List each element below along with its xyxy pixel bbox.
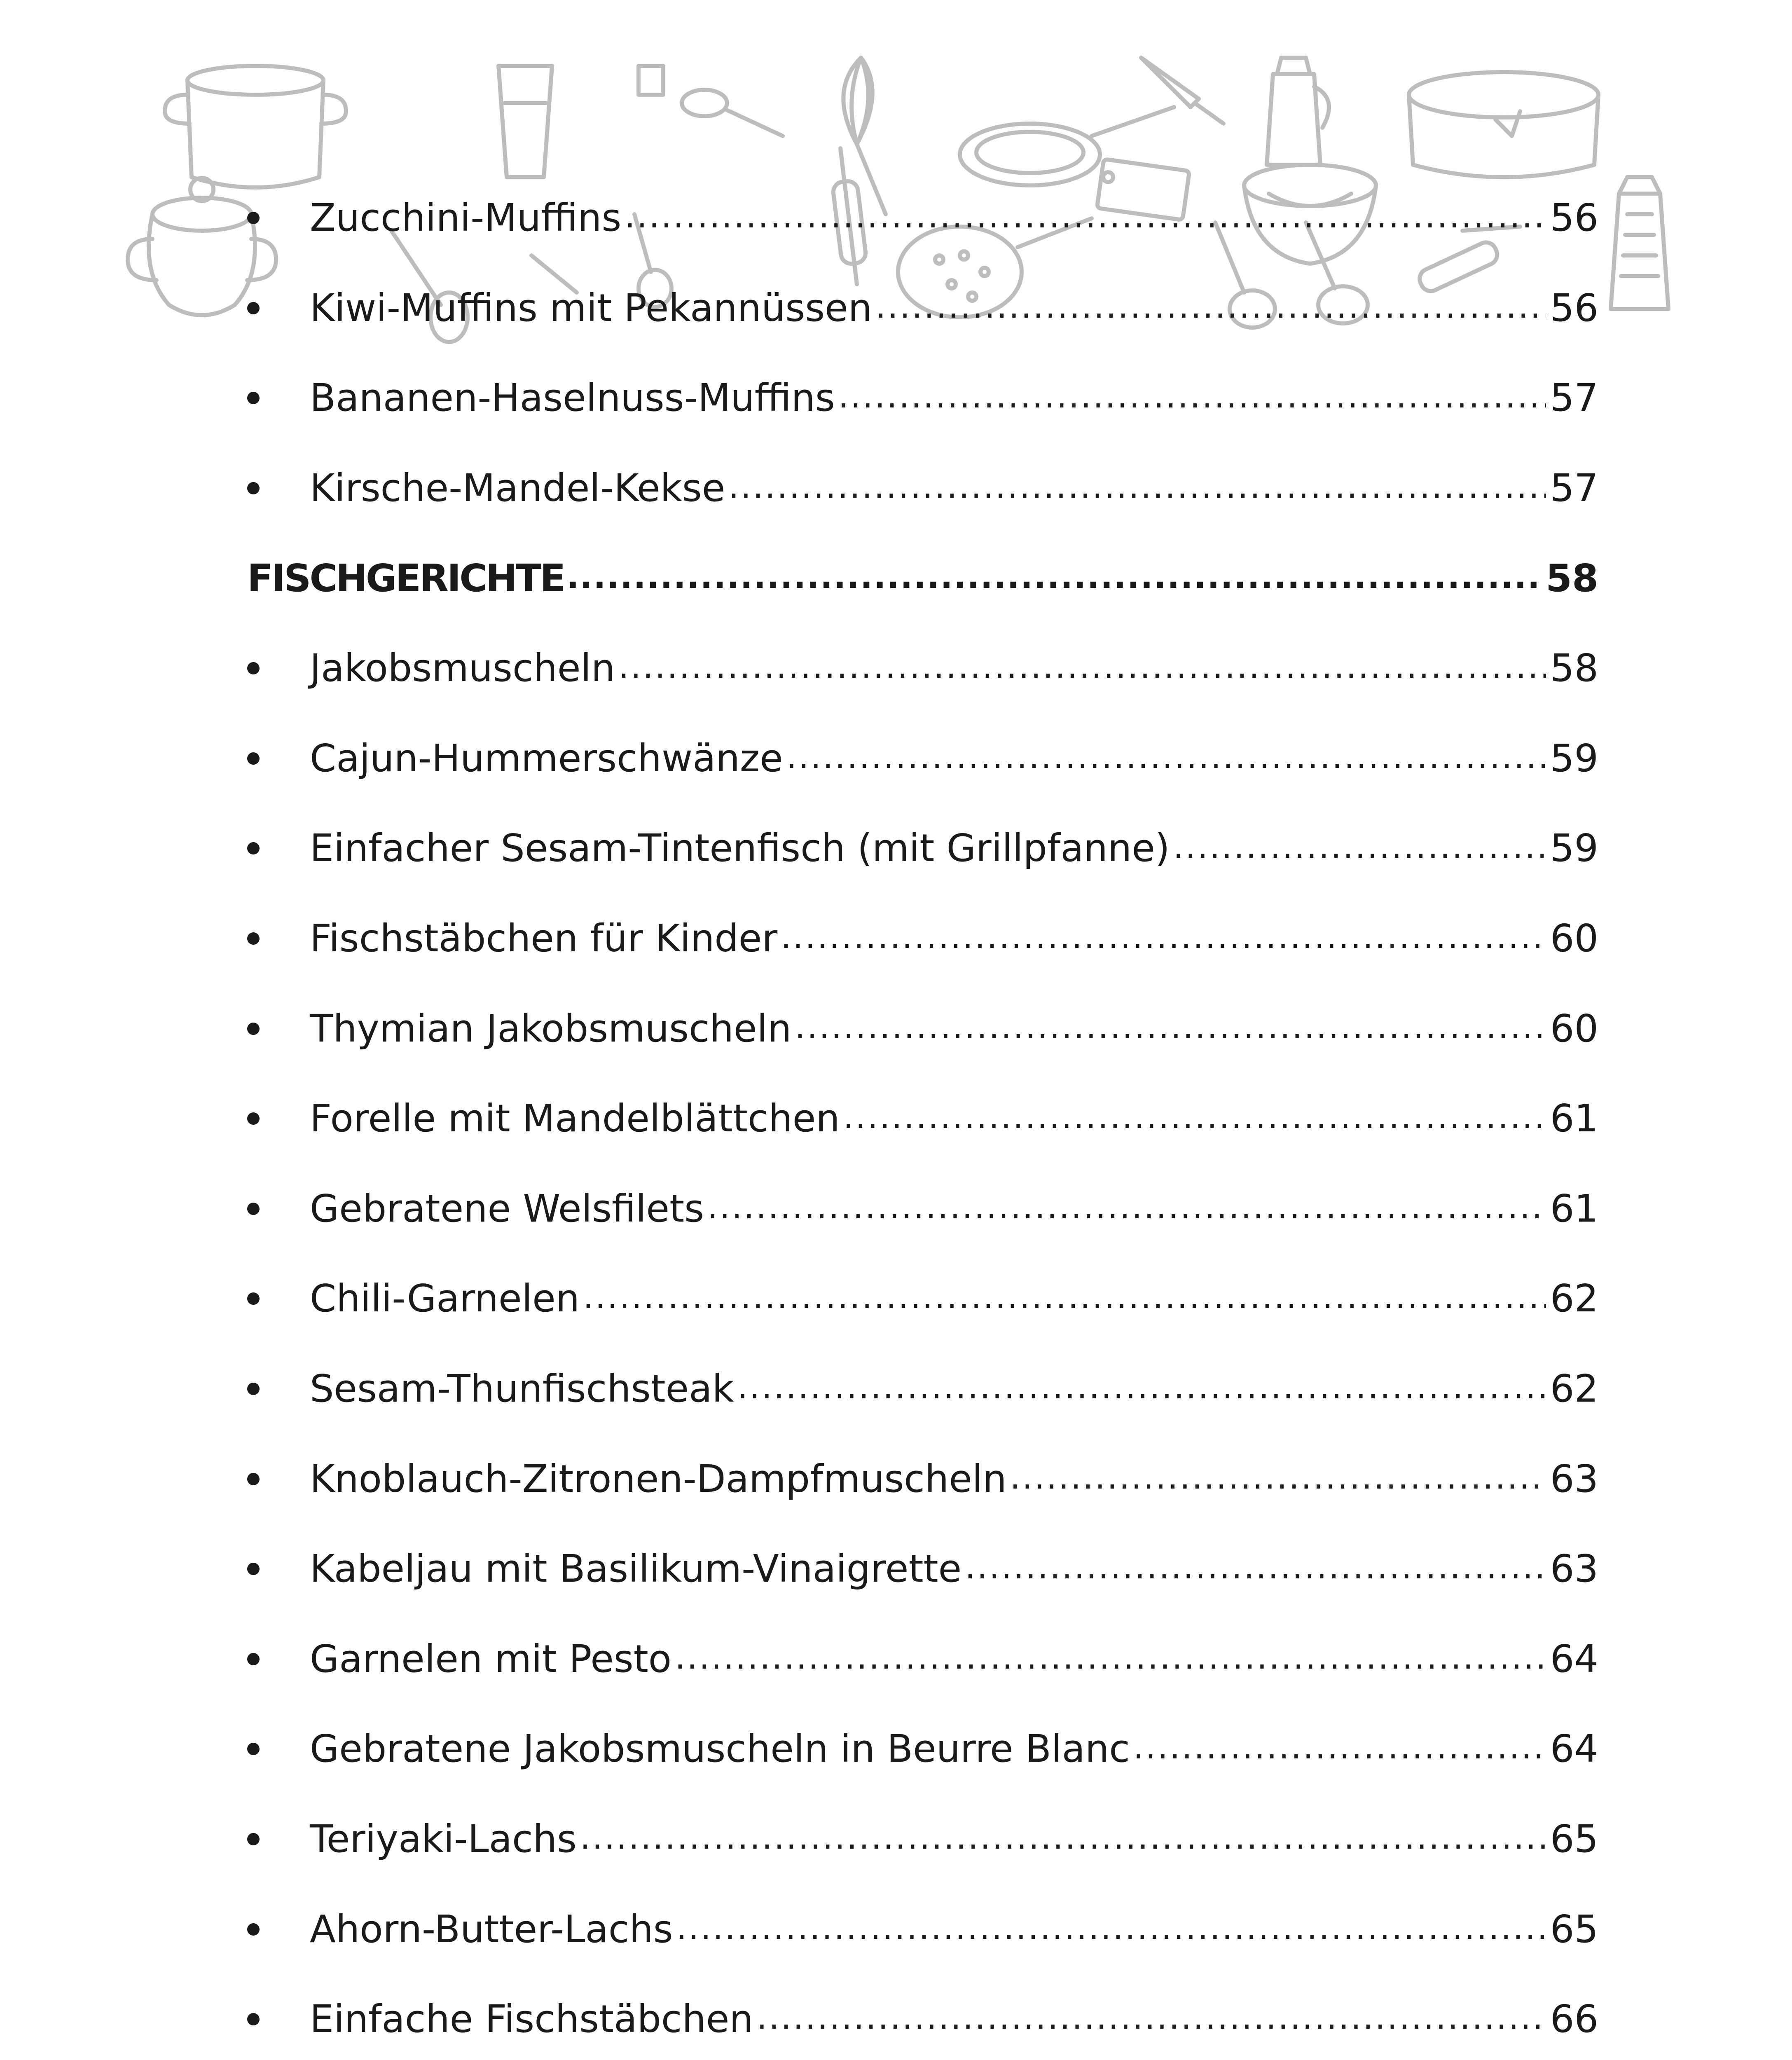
grater-icon [1611, 177, 1668, 309]
toc-page-number: 62 [1546, 1370, 1598, 1408]
toc-entry[interactable] [247, 1974, 1598, 2060]
toc-entry[interactable] [247, 443, 1598, 534]
toc-page-number: 57 [1546, 469, 1598, 507]
coffee-pot-icon [1267, 58, 1329, 165]
bullet-icon [247, 1112, 260, 1125]
toc-page-number: 62 [1546, 1280, 1598, 1318]
toc-entry-title: Sesam-Thunfischsteak [310, 1370, 737, 1408]
dot-leader [1133, 1730, 1546, 1768]
toc-page-number: 61 [1546, 1190, 1598, 1228]
bullet-icon [247, 842, 260, 854]
bullet-icon [247, 1203, 260, 1215]
toc-entry[interactable] [247, 1794, 1598, 1884]
dot-leader [1173, 829, 1546, 867]
bullet-icon [247, 1833, 260, 1845]
toc-entry-title: Fischstäbchen für Kinder [310, 920, 781, 957]
toc-page-number: 60 [1546, 920, 1598, 957]
toc-entry[interactable] [247, 1704, 1598, 1794]
dot-leader [618, 649, 1546, 687]
toc-page-number: 60 [1546, 1010, 1598, 1048]
bullet-icon [247, 1473, 260, 1485]
toc-entry-title: Kiwi-Muffins mit Pekannüssen [310, 286, 873, 330]
toc-page-number: 61 [1546, 1100, 1598, 1138]
toc-page-number: 59 [1546, 740, 1598, 777]
toc-entry-title: Einfache Fischstäbchen [310, 2000, 757, 2038]
toc-page-number: 59 [1546, 829, 1598, 867]
toc-entry-title: Cajun-Hummerschwänze [310, 740, 786, 777]
toc-entry-title: Chili-Garnelen [310, 1280, 583, 1318]
dot-leader [676, 1910, 1546, 1948]
glass-icon [498, 66, 552, 177]
toc-entry[interactable] [247, 714, 1598, 804]
dot-leader [838, 379, 1546, 417]
toc-entry-title: Teriyaki-Lachs [310, 1820, 580, 1858]
toc-entry-title: Bananen-Haselnuss-Muffins [310, 379, 838, 417]
bullet-icon [247, 212, 260, 224]
toc-page-number: 65 [1546, 1820, 1598, 1858]
toc-entry[interactable] [247, 1254, 1598, 1344]
table-of-contents [247, 173, 1598, 2060]
toc-page-number: 63 [1546, 1460, 1598, 1498]
toc-entry-title: FISCHGERICHTE [247, 559, 566, 597]
toc-entry-title: Jakobsmuscheln [310, 649, 618, 687]
toc-entry[interactable] [247, 1884, 1598, 1974]
knife-icon [1141, 58, 1224, 124]
bullet-icon [247, 1743, 260, 1755]
toc-entry-title: Gebratene Welsfilets [310, 1190, 707, 1228]
dot-leader [1010, 1460, 1546, 1498]
bullet-icon [247, 2013, 260, 2025]
toc-entry[interactable] [247, 1074, 1598, 1164]
toc-entry-title: Zucchini-Muffins [310, 196, 622, 240]
bullet-icon [247, 932, 260, 945]
bullet-icon [247, 302, 260, 314]
bullet-icon [247, 752, 260, 765]
toc-entry[interactable] [247, 1524, 1598, 1614]
toc-page-number: 63 [1546, 1550, 1598, 1588]
toc-entry-title: Garnelen mit Pesto [310, 1640, 675, 1678]
toc-page-number: 66 [1546, 2000, 1598, 2038]
dot-leader [843, 1100, 1546, 1138]
toc-entry[interactable] [247, 894, 1598, 984]
dot-leader [757, 2000, 1546, 2038]
dot-leader [795, 1010, 1546, 1048]
dot-leader [625, 199, 1546, 237]
bullet-icon [247, 1023, 260, 1035]
toc-entry[interactable] [247, 263, 1598, 353]
toc-page-number: 58 [1546, 649, 1598, 687]
toc-page-number: 56 [1550, 196, 1598, 240]
dot-leader [737, 1370, 1546, 1408]
toc-entry-title: Knoblauch-Zitronen-Dampfmuscheln [310, 1460, 1010, 1498]
bullet-icon [247, 1923, 260, 1936]
bullet-icon [247, 1653, 260, 1665]
toc-page-number: 56 [1550, 286, 1598, 330]
dot-leader [580, 1820, 1546, 1858]
toc-entry[interactable] [247, 173, 1598, 263]
toc-entry[interactable] [247, 1344, 1598, 1434]
dot-leader [707, 1190, 1546, 1228]
toc-page-number: 58 [1542, 559, 1598, 597]
dot-leader [965, 1550, 1546, 1588]
dot-leader [566, 559, 1542, 597]
toc-entry-title: Kabeljau mit Basilikum-Vinaigrette [310, 1550, 965, 1588]
toc-entry[interactable] [247, 1614, 1598, 1704]
toc-entry[interactable] [247, 623, 1598, 714]
toc-page-number: 64 [1546, 1640, 1598, 1678]
toc-entry-title: Ahorn-Butter-Lachs [310, 1910, 676, 1948]
dot-leader [875, 289, 1546, 327]
bullet-icon [247, 392, 260, 404]
toc-entry-title: Einfacher Sesam-Tintenfisch (mit Grillpfanne) [310, 829, 1173, 867]
dot-leader [786, 740, 1546, 777]
toc-entry[interactable] [247, 1164, 1598, 1254]
toc-entry[interactable] [247, 353, 1598, 443]
dot-leader [583, 1280, 1546, 1318]
dot-leader [675, 1640, 1546, 1678]
bullet-icon [247, 1292, 260, 1305]
bullet-icon [247, 1383, 260, 1395]
toc-section-heading[interactable] [247, 533, 1598, 623]
toc-entry[interactable] [247, 803, 1598, 894]
toc-entry-title: Thymian Jakobsmuscheln [310, 1010, 795, 1048]
toc-entry[interactable] [247, 1434, 1598, 1524]
spoon-icon [639, 66, 783, 136]
toc-entry-title: Forelle mit Mandelblättchen [310, 1100, 843, 1138]
toc-entry[interactable] [247, 983, 1598, 1074]
toc-page-number: 57 [1546, 379, 1598, 417]
toc-entry-title: Gebratene Jakobsmuscheln in Beurre Blanc [310, 1730, 1133, 1768]
bullet-icon [247, 1563, 260, 1575]
toc-entry-title: Kirsche-Mandel-Kekse [310, 469, 728, 507]
toc-page-number: 65 [1546, 1910, 1598, 1948]
toc-page-number: 64 [1546, 1730, 1598, 1768]
cake-pan-icon [1409, 72, 1598, 177]
dot-leader [728, 469, 1546, 507]
bullet-icon [247, 482, 260, 494]
bullet-icon [247, 662, 260, 674]
dot-leader [781, 920, 1546, 957]
cooking-pot-icon [165, 66, 346, 187]
